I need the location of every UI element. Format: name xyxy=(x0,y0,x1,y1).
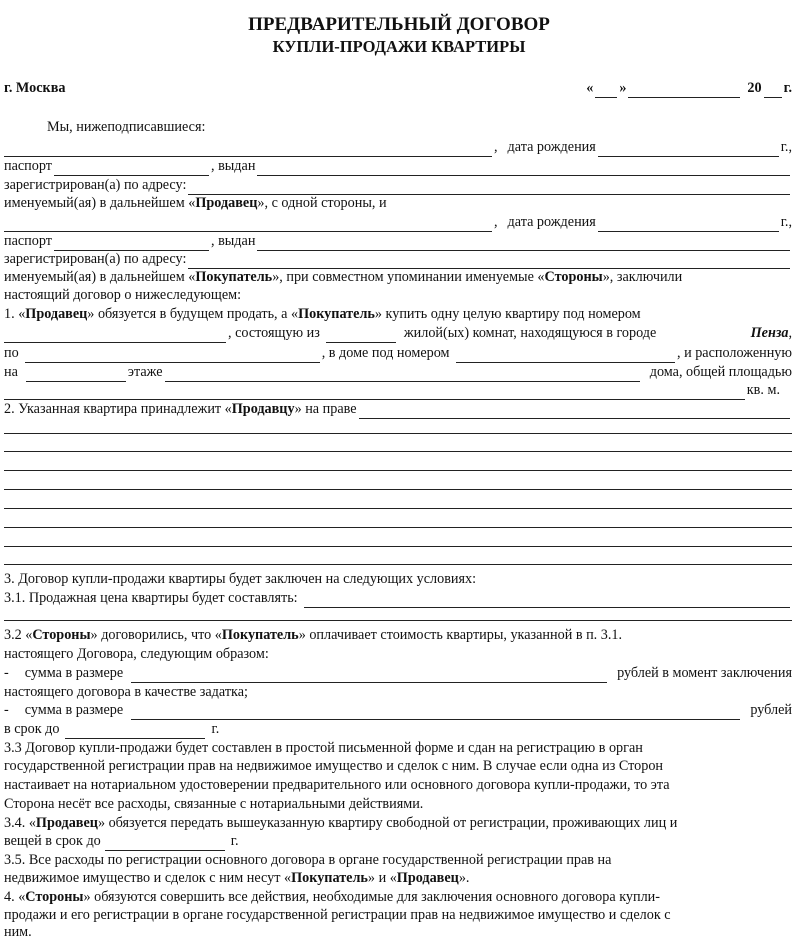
ownership-blank-line[interactable] xyxy=(4,508,792,509)
clause4-text-3: ним. xyxy=(4,924,32,940)
month-field[interactable] xyxy=(628,84,740,98)
clause4-text-2: продажи и его регистрации в органе государственной регистрации прав на недвижимое имущество и сделок с xyxy=(4,907,671,923)
comma: , xyxy=(494,214,498,230)
area-field[interactable] xyxy=(4,386,745,400)
price-blank-line[interactable] xyxy=(4,620,792,621)
clause35-text-1: 3.5. Все расходы по регистрации основного договора в органе государственной регистрации прав на xyxy=(4,852,612,868)
clause35-line2 xyxy=(4,869,792,888)
registered-label: зарегистрирован(а) по адресу: xyxy=(4,177,187,193)
clause32-text-2: настоящего Договора, следующим образом: xyxy=(4,646,269,662)
term-label: в срок до xyxy=(4,721,60,737)
year-prefix: 20 xyxy=(747,80,762,96)
clause1-text: 1. «Продавец» обязуется в будущем продать, а «Покупатель» купить одну целую квартиру под номером xyxy=(4,306,641,322)
passport-label: паспорт xyxy=(4,158,52,174)
term-field[interactable] xyxy=(65,725,205,739)
conclude-text: настоящий договор о нижеследующем: xyxy=(4,287,242,303)
clause1-line5 xyxy=(4,381,792,400)
clause33-line1 xyxy=(4,739,792,758)
sum2-field[interactable] xyxy=(131,706,740,720)
area-label: дома, общей площадью xyxy=(649,364,792,380)
seller-address-line xyxy=(4,176,792,195)
buyer-address-line xyxy=(4,250,792,269)
sum2-tail: рублей xyxy=(750,702,792,718)
vacate-date-field[interactable] xyxy=(105,837,225,851)
seller-post: », с одной стороны, и xyxy=(257,195,387,211)
clause2-line xyxy=(4,400,792,419)
clause35-text-2: недвижимое имущество и сделок с ним несут «Покупатель» и «Продавец». xyxy=(4,870,470,886)
floor-field[interactable] xyxy=(26,368,126,382)
house-label: , в доме под номером xyxy=(321,345,450,361)
floor-label-pre: на xyxy=(4,364,18,380)
sum1-line2 xyxy=(4,683,792,702)
clause1-line3 xyxy=(4,344,792,363)
seller-fullname-field[interactable] xyxy=(4,143,492,157)
rooms-count-field[interactable] xyxy=(326,329,396,343)
apartment-number-field[interactable] xyxy=(4,329,226,343)
ownership-blank-line[interactable] xyxy=(4,470,792,471)
issued-label: , выдан xyxy=(210,158,256,174)
dash: - xyxy=(4,702,9,718)
parties-name: Стороны xyxy=(544,269,603,285)
seller-issued-field[interactable] xyxy=(257,162,790,176)
ownership-blank-line[interactable] xyxy=(4,489,792,490)
buyer-passport-field[interactable] xyxy=(54,237,209,251)
ownership-blank-line[interactable] xyxy=(4,451,792,452)
clause4-line3 xyxy=(4,923,792,942)
year-abbr: г., xyxy=(780,139,792,155)
passport-label: паспорт xyxy=(4,233,52,249)
vacate-suffix: г. xyxy=(230,833,239,849)
year-suffix: г. xyxy=(783,80,792,96)
clause35-line1 xyxy=(4,851,792,870)
buyer-designation-line xyxy=(4,268,792,287)
clause34-line2 xyxy=(4,832,792,851)
clause33-text-2: государственной регистрации прав на недвижимое имущество и сделок с ним. В случае если одна из Сторон xyxy=(4,758,664,774)
clause4-line1 xyxy=(4,888,792,907)
conclude-line xyxy=(4,286,792,305)
seller-pre: именуемый(ая) в дальнейшем « xyxy=(4,195,196,211)
term-line xyxy=(4,720,792,739)
sum1-text-2: настоящего договора в качестве задатка; xyxy=(4,684,248,700)
clause4-text: 4. «Стороны» обязуются совершить все действия, необходимые для заключения основного договора купли- xyxy=(4,889,660,905)
clause34-text: 3.4. «Продавец» обязуется передать вышеуказанную квартиру свободной от регистрации, проживающих лиц и xyxy=(4,815,678,831)
birth-date-label: дата рождения xyxy=(507,214,596,230)
seller-name: Продавец xyxy=(195,195,258,211)
seller-address-field[interactable] xyxy=(188,181,790,195)
document-subtitle: КУПЛИ-ПРОДАЖИ КВАРТИРЫ xyxy=(272,37,526,56)
sum2-label: сумма в размере xyxy=(24,702,124,718)
comma: , xyxy=(494,139,498,155)
seller-passport-field[interactable] xyxy=(54,162,209,176)
located-label: , и расположенную xyxy=(676,345,792,361)
document-title: ПРЕДВАРИТЕЛЬНЫЙ ДОГОВОР xyxy=(248,14,550,35)
buyer-name-line xyxy=(4,213,792,232)
sum1-line xyxy=(4,664,792,683)
comma: , xyxy=(788,325,792,341)
clause3-intro-text: 3. Договор купли-продажи квартиры будет заключен на следующих условиях: xyxy=(4,571,477,587)
clause1-line2 xyxy=(4,324,792,343)
seller-designation-line xyxy=(4,194,792,213)
price-label: 3.1. Продажная цена квартиры будет составлять: xyxy=(4,590,298,606)
price-field[interactable] xyxy=(304,594,790,608)
buyer-fullname-field[interactable] xyxy=(4,218,492,232)
date-open-quote: « xyxy=(586,80,594,96)
term-suffix: г. xyxy=(211,721,220,737)
clause34-line1 xyxy=(4,814,792,833)
clause2-text: 2. Указанная квартира принадлежит «Продавцу» на праве xyxy=(4,401,357,417)
city: г. Москва xyxy=(4,80,66,96)
clause33-text-4: Сторона несёт все расходы, связанные с нотариальными действиями. xyxy=(4,796,424,812)
ownership-blank-line[interactable] xyxy=(4,527,792,528)
ownership-right-field[interactable] xyxy=(359,405,790,419)
clause32-text: 3.2 «Стороны» договорились, что «Покупатель» оплачивает стоимость квартиры, указанной в п. 3.1. xyxy=(4,627,623,643)
city-name: Пенза xyxy=(750,325,789,341)
street-field[interactable] xyxy=(25,349,320,363)
clause3-intro xyxy=(4,570,792,589)
city-date-line xyxy=(4,79,792,98)
day-field[interactable] xyxy=(595,84,617,98)
area-unit: кв. м. xyxy=(746,382,780,398)
ownership-blank-line[interactable] xyxy=(4,564,792,565)
ownership-blank-line[interactable] xyxy=(4,433,792,434)
issued-label: , выдан xyxy=(210,233,256,249)
sum2-line xyxy=(4,701,792,720)
seller-birth-date-field[interactable] xyxy=(598,143,779,157)
sum1-label: сумма в размере xyxy=(24,665,124,681)
clause34-text-2: вещей в срок до xyxy=(4,833,101,849)
buyer-passport-line xyxy=(4,232,792,251)
intro-text: Мы, нижеподписавшиеся: xyxy=(47,119,206,135)
sum1-tail: рублей в момент заключения xyxy=(617,665,792,681)
clause33-line2 xyxy=(4,757,792,776)
year-abbr: г., xyxy=(780,214,792,230)
buyer-birth-date-field[interactable] xyxy=(598,218,779,232)
buyer-issued-field[interactable] xyxy=(257,237,790,251)
clause33-line3 xyxy=(4,776,792,795)
clause33-text-3: настаивает на нотариальном удостоверении предварительного или основного договора купли-продажи, то эта xyxy=(4,777,670,793)
intro-line xyxy=(4,118,792,137)
clause33-line4 xyxy=(4,795,792,814)
seller-name-line xyxy=(4,138,792,157)
clause1-line1 xyxy=(4,305,792,324)
clause1-rooms-pre: , состоящую из xyxy=(228,325,320,341)
buyer-address-field[interactable] xyxy=(188,255,790,269)
street-label: по xyxy=(4,345,19,361)
ownership-blank-line[interactable] xyxy=(4,546,792,547)
clause1-rooms-text: жилой(ых) комнат, находящуюся в городе xyxy=(403,325,657,341)
buyer-mid: », при совместном упоминании именуемые « xyxy=(272,269,545,285)
date-close-quote: » xyxy=(619,80,627,96)
sum1-field[interactable] xyxy=(131,669,607,683)
clause1-line4 xyxy=(4,363,792,382)
buyer-post: », заключили xyxy=(602,269,683,285)
house-number-field[interactable] xyxy=(456,349,675,363)
floor-label: этаже xyxy=(127,364,163,380)
seller-passport-line xyxy=(4,157,792,176)
year-field[interactable] xyxy=(764,84,782,98)
clause32-line1 xyxy=(4,626,792,645)
clause32-line2 xyxy=(4,645,792,664)
buyer-pre: именуемый(ая) в дальнейшем « xyxy=(4,269,196,285)
registered-label: зарегистрирован(а) по адресу: xyxy=(4,251,187,267)
floor-detail-field[interactable] xyxy=(165,368,640,382)
clause31-line xyxy=(4,589,792,608)
birth-date-label: дата рождения xyxy=(507,139,596,155)
buyer-name: Покупатель xyxy=(195,269,273,285)
clause33-text-1: 3.3 Договор купли-продажи будет составлен в простой письменной форме и сдан на регистрацию в орган xyxy=(4,740,643,756)
dash: - xyxy=(4,665,9,681)
